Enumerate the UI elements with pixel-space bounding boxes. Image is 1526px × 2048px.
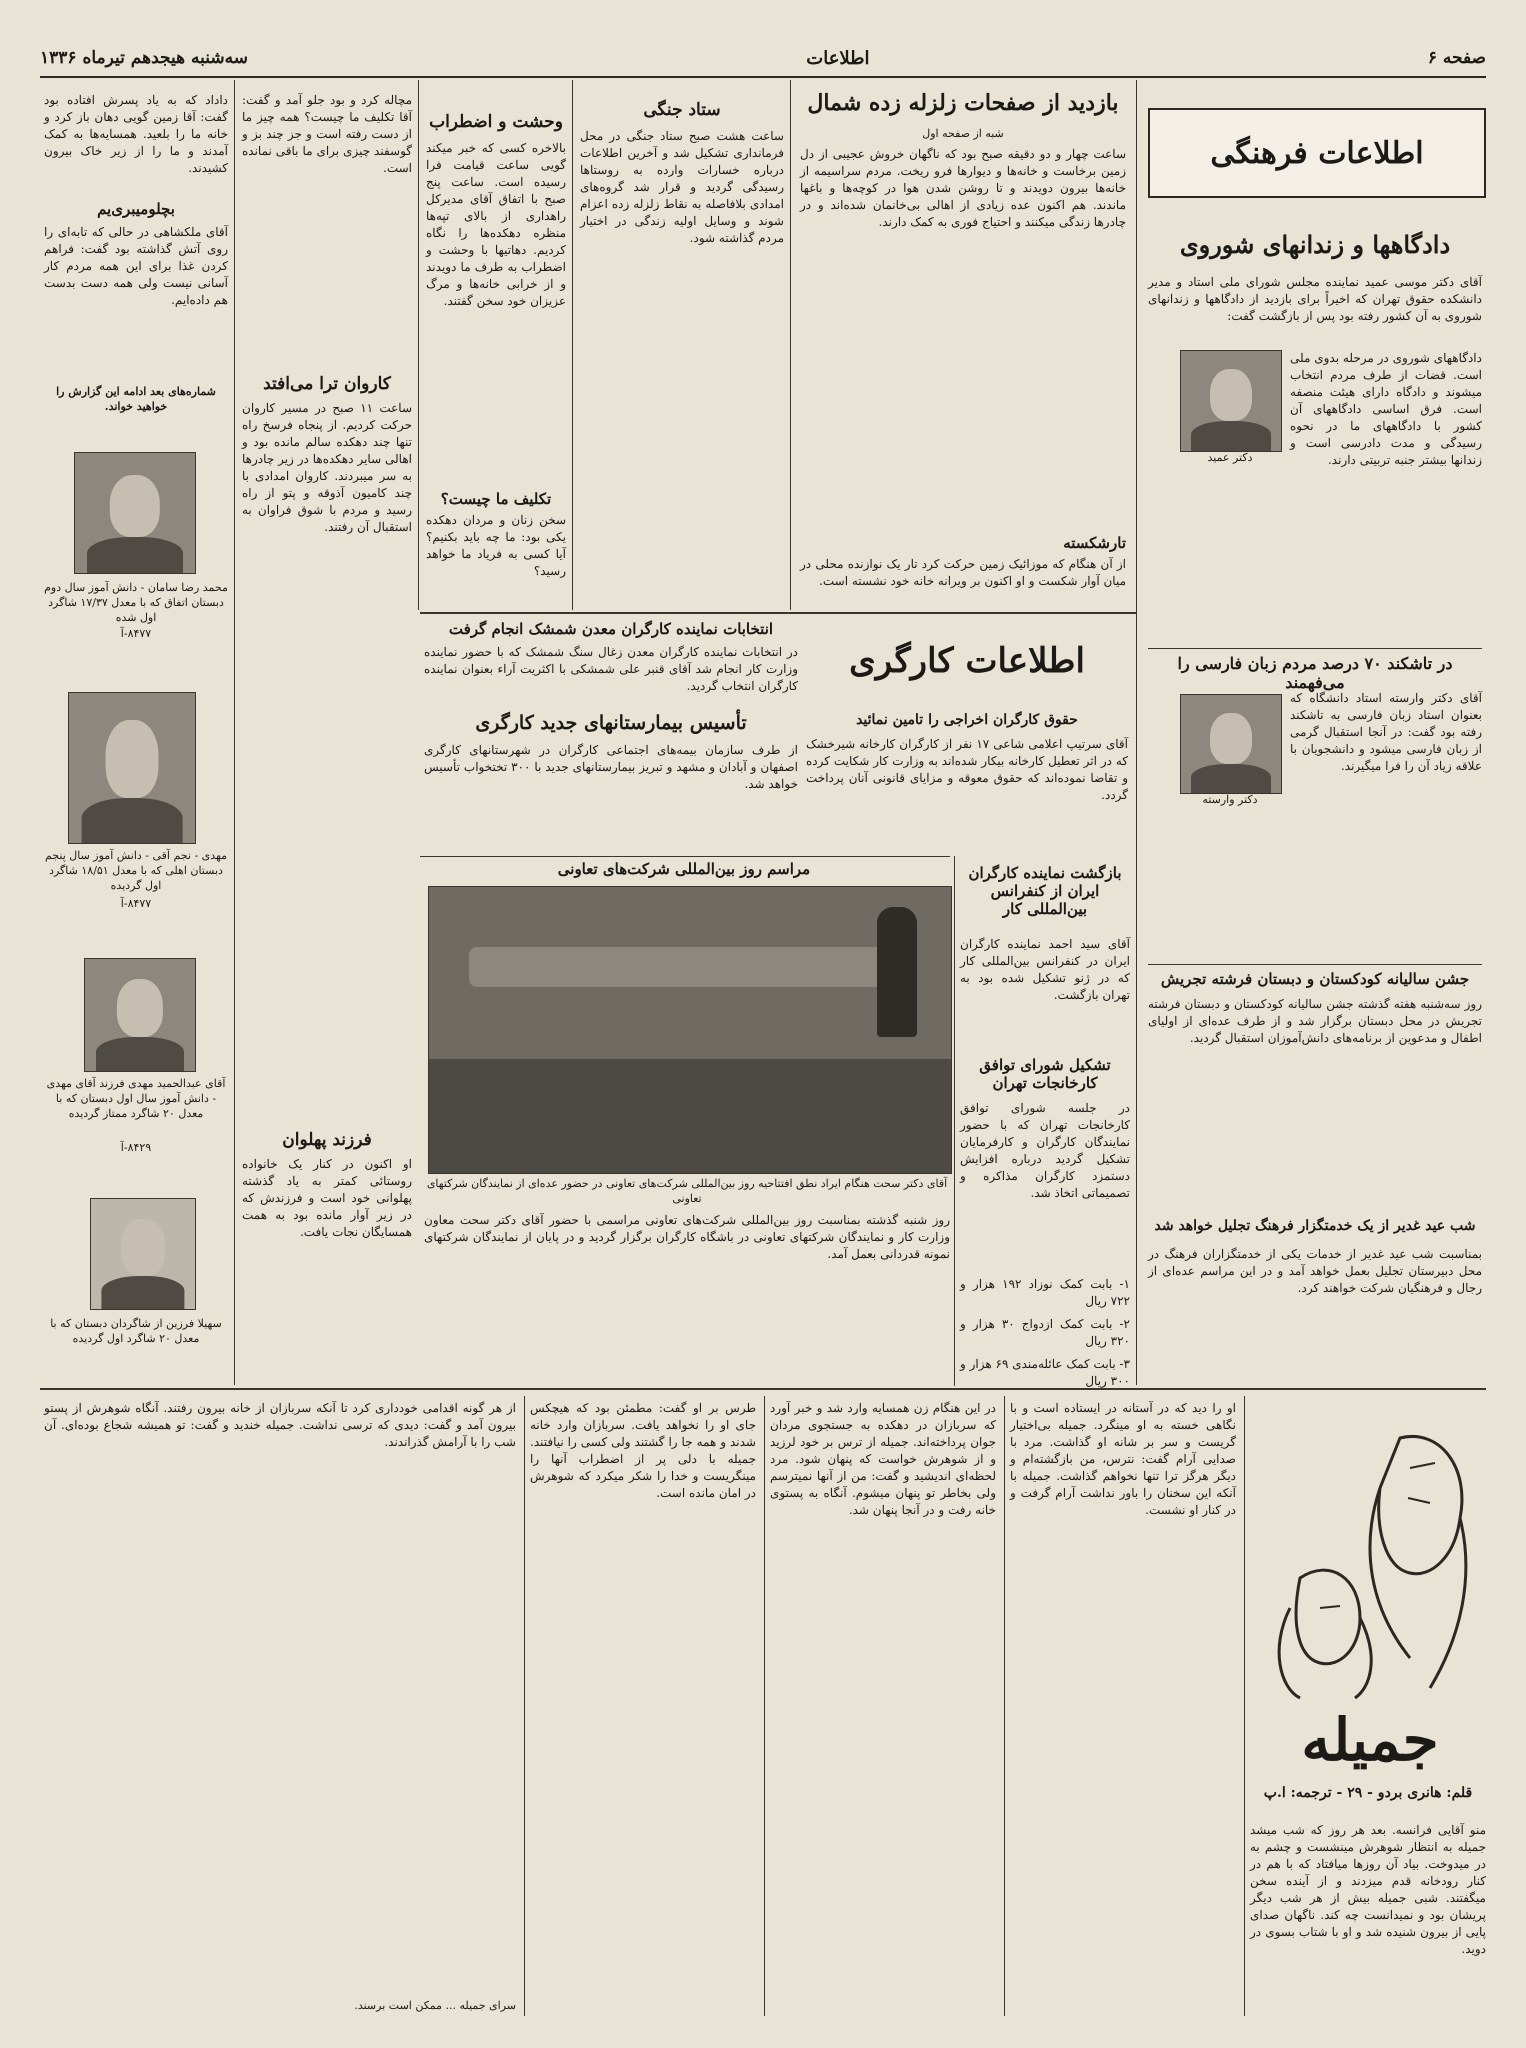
column-rule	[234, 80, 235, 1385]
culture-intro-text: آقای دکتر موسی عمید نماینده مجلس شورای ملی استاد و مدیر دانشکده حقوق تهران که اخیراً برای بازدید از دادگاهها و زندانهای شوروی به آن کشور رفته بود پس از بازگشت گفت:	[1148, 275, 1482, 323]
ghadir-headline: شب عید غدیر از یک خدمتگزار فرهنگ تجلیل خواهد شد	[1154, 1218, 1476, 1234]
labor-column-rule	[954, 856, 955, 1386]
student-caption-3: آقای عبدالحمید مهدی فرزند آقای مهدی - دانش آموز سال اول دبستان که با معدل ۲۰ شاگرد ممتاز گردیده	[46, 1077, 226, 1120]
student-code-2: ۸۴۷۷-آ	[120, 897, 152, 910]
student-caption-2: مهدی - نجم آقی - دانش آموز سال پنجم دبستان اهلی که با معدل ۱۸/۵۱ شاگرد اول گردیده	[44, 849, 228, 892]
serial-col5-text: از هر گونه اقدامی خودداری کرد تا آنکه سربازان از خانه بیرون رفتند. آنگاه شوهرش از پستو بیرون آمد و گفت: دیدی که ترسی نداشت. جمیله خندید و گفت: تو همیشه شجاع بوده‌ای. آن شب را با آرامش گذراندند.	[44, 1401, 516, 1449]
serial-illustration	[1260, 1408, 1480, 1698]
culture-divider	[1148, 648, 1482, 649]
labor-story2-body	[806, 736, 1128, 852]
student-caption-1: محمد رضا سامان - دانش آموز سال دوم دبستان اتفاق که با معدل ۱۷/۳۷ شاگرد اول شده	[44, 581, 228, 624]
labor-story3-body	[424, 742, 798, 822]
labor-story1-body	[424, 644, 798, 712]
quake-subhead2: تارشکسته	[1063, 534, 1126, 552]
culture-body	[1290, 350, 1482, 510]
labor-story4-title: بازگشت نماینده کارگران ایران از کنفرانس بین‌المللی کار	[968, 864, 1122, 918]
labor-story5-title: تشکیل شورای توافق کارخانجات تهران	[979, 1056, 1111, 1092]
labor-story1-title: انتخابات نماینده کارگران معدن شمشک انجام گرفت	[448, 620, 774, 638]
ghadir-body-text: بمناسبت شب عید غدیر از خدمات یکی از خدمتگزاران فرهنگ در محل دبیرستان تجلیل بعمل خواهد آمد و در این مراسم عده‌ای از رجال و فرهنگیان شرکت خواهند کرد.	[1148, 1247, 1482, 1295]
labor-list-item-2: ۲- بابت کمک ازدواج ۳۰ هزار و ۳۲۰ ریال	[960, 1317, 1130, 1348]
culture-divider	[1148, 964, 1482, 965]
quake-subhead: شبه از صفحه اول	[922, 127, 1004, 140]
labor-story4-body	[960, 936, 1130, 1046]
section-rule	[40, 1388, 1486, 1390]
student-caption-4: سهیلا فرزین از شاگردان دبستان که با معدل ۲۰ شاگرد اول گردیده	[50, 1317, 222, 1345]
farleft-body	[44, 92, 228, 196]
fear-body	[426, 140, 566, 480]
caravan-body2	[242, 1156, 412, 1381]
serial-rule	[1244, 1396, 1245, 2016]
serial-rule	[1004, 1396, 1005, 2016]
farleft-headline: بچلومیبری‌یم	[97, 200, 175, 218]
serial-col4-text: طرس بر او گفت: مطمئن بود که هیچکس جای او را نخواهد یافت. سربازان وارد خانه شدند و همه جا را گشتند ولی کسی را نیافتند. جمیله با دلی پر از اضطراب آنها را مینگریست و خدا را شکر میکرد که شوهرش در امان مانده است.	[530, 1401, 756, 1500]
ghadir-body	[1148, 1246, 1482, 1376]
farleft-body2	[44, 224, 228, 374]
labor-photo-caption: آقای دکتر سحت هنگام ایراد نطق افتتاحیه روز بین‌المللی شرکت‌های تعاونی در حضور عده‌ای از نمایندگان شرکتهای تعاونی	[426, 1177, 948, 1205]
kindergarten-body-text: روز سه‌شنبه هفته گذشته جشن سالیانه کودکستان و دبستان فرشته تجریش در محل دبستان برگزار شد و از طرف عده‌ای از اولیای اطفال و مدعوین از برنامه‌های دانش‌آموزان استقبال گردید.	[1148, 997, 1482, 1045]
caravan-headline: کاروان ترا می‌افتد	[263, 374, 391, 394]
labor-story5-list	[960, 1276, 1130, 1388]
student-photo-3	[84, 958, 196, 1072]
labor-logo	[806, 616, 1128, 706]
serial-col3-text: در این هنگام زن همسایه وارد شد و خبر آورد که سربازان در دهکده به جستجوی مردان جوان پرداخته‌اند. جمیله از ترس بر خود لرزید و از شوهرش خواست که پنهان شود. مرد لحظه‌ای اندیشید و گفت: من از آنها نمیترسم ولی بخاطر تو پنهان میشوم. آنگاه به پستوی خانه رفت و در آنجا پنهان شد.	[770, 1401, 996, 1517]
fear-subhead: تکلیف ما چیست؟	[440, 490, 552, 508]
column-rule	[790, 80, 791, 610]
paper-name: اطلاعات	[806, 47, 870, 69]
labor-top-rule	[420, 612, 1136, 614]
serial-col3	[770, 1400, 996, 2018]
quake-headline: بازدید از صفحات زلزله زده شمال	[807, 90, 1119, 116]
farleft-body2-text: آقای ملکشاهی در حالی که تابه‌ای را روی آتش گذاشته بود گفت: فراهم کردن غذا برای این همه مردم کار آسانی نیست ولی همه دست بدست هم داده‌ایم.	[44, 225, 228, 307]
quake-body2	[800, 556, 1126, 606]
column-rule	[418, 80, 419, 610]
fear-body2	[426, 512, 566, 602]
student-code-1: ۸۴۷۷-آ	[120, 627, 152, 640]
caravan-body-top	[242, 92, 412, 362]
labor-story2-text: آقای سرتیپ اعلامی شاعی ۱۷ نفر از کارگران کارخانه شیرخشک که در اثر تعطیل کارخانه بیکار شده‌اند به وزارت کار شکایت کرده و تقاضا نموده‌اند که حقوق معوقه و مزایای قانونی آنان پرداخت گردد.	[806, 737, 1128, 802]
labor-photo-body-text: روز شنبه گذشته بمناسبت روز بین‌المللی شرکت‌های تعاونی مراسمی با حضور آقای دکتر سحت معاون وزارت کار و نمایندگان شرکتهای تعاونی در باشگاه کارگران برگزار گردید و در پایان از نمایندگان شرکتهای نمونه قدردانی بعمل آمد.	[424, 1213, 950, 1261]
culture-logo	[1148, 108, 1486, 198]
farleft-body-text: داداد که به یاد پسرش افتاده بود گفت: آقا زمین گویی دهان باز کرد و خانه ما را بلعید. همسایه‌ها به کمک آمدند و ما را از زیر خاک بیرون کشیدند.	[44, 93, 228, 175]
tashkent-headline: در تاشکند ۷۰ درصد مردم زبان فارسی را می‌فهمند	[1177, 654, 1453, 692]
cooperative-ceremony-photo	[428, 886, 952, 1174]
labor-story5-body	[960, 1100, 1130, 1270]
caravan-body2-text: او اکنون در کنار یک خانواده روستائی کمتر به یاد گذشته پهلوانی خود است و فرزندش که در زیر آوار مانده بود به همت همسایگان نجات یافت.	[242, 1157, 412, 1239]
labor-logo-text: اطلاعات کارگری	[849, 641, 1085, 681]
photo-dr-varasteh	[1180, 694, 1282, 794]
quake-body	[800, 146, 1126, 526]
issue-date: سه‌شنبه هیجدهم تیرماه ۱۳۳۶	[40, 48, 248, 68]
labor-story4-text: آقای سید احمد نماینده کارگران ایران در کنفرانس بین‌المللی کار که در ژنو تشکیل شده بود به تهران بازگشت.	[960, 937, 1130, 1002]
caravan-body	[242, 400, 412, 1120]
labor-list-item-3: ۳- بابت کمک عائله‌مندی ۶۹ هزار و ۳۰۰ ریال	[960, 1357, 1130, 1388]
culture-body-text: دادگاههای شوروی در مرحله بدوی ملی است. قضات از طرف مردم انتخاب میشوند و دادگاه دارای هیئت منصفه است. فرق اساسی دادگاههای آن کشور با دادگاههای ما در نحوه رسیدگی و مدت دادرسی است و زندانها بیشتر جنبه تربیتی دارند.	[1290, 351, 1482, 467]
bedouin-figures-illustration	[1260, 1408, 1480, 1698]
serial-col2-text: او را دید که در آستانه در ایستاده است و با نگاهی خسته به او مینگرد. جمیله بی‌اختیار گریست و سر بر شانه او گذاشت. مرد با صدایی آرام گفت: نترس، من بازگشته‌ام و دیگر هرگز ترا تنها نخواهم گذاشت. جمیله با آنکه این سخنان را باور نداشت آرام گرفت و در کنار او نشست.	[1010, 1401, 1236, 1517]
photo-caption-dr-varasteh: دکتر وارسته	[1202, 793, 1258, 806]
serial-end: سرای جمیله ... ممکن است برسند.	[354, 1999, 516, 2012]
kindergarten-headline: جشن سالیانه کودکستان و دبستان فرشته تجریش	[1160, 970, 1470, 988]
quake-body2-text: از آن هنگام که موزائیک زمین حرکت کرد تار یک نوازنده محلی در میان آوار شکست و او اکنون بر ویرانه خانه خود نشسته است.	[800, 557, 1126, 588]
column-rule	[1136, 80, 1137, 1385]
student-photo-1	[74, 452, 196, 574]
serial-col1-text: منو آقایی فرانسه. بعد هر روز که شب میشد جمیله به انتظار شوهرش مینشست و چشم به در میدوخت. بیاد آن روزها میافتاد که با هم در کنار رودخانه قدم میزدند و از آینده سخن میگفتند. شبی جمیله بیش از هر شب دیگر پریشان بود و نمیدانست چه کند. ناگهان صدای پایی از بیرون شنیده شد و او با شتاب بسوی در دوید.	[1250, 1823, 1486, 1956]
labor-story5-text: در جلسه شورای توافق کارخانجات تهران که با حضور نمایندگان کارگران و کارفرمایان تشکیل گردید درباره افزایش دستمزد کارگران مذاکره و تصمیماتی اتخاذ شد.	[960, 1101, 1130, 1200]
farleft-note: شماره‌های بعد ادامه این گزارش را خواهید خواند.	[56, 385, 216, 413]
serial-col5	[44, 1400, 516, 1990]
culture-logo-text: اطلاعات فرهنگی	[1210, 135, 1424, 171]
student-code-3: ۸۴۲۹-آ	[120, 1141, 152, 1154]
staff-body	[580, 128, 784, 606]
serial-title: جمیله	[1301, 1706, 1439, 1774]
labor-photo-rule	[420, 856, 950, 857]
fear-body2-text: سخن زنان و مردان دهکده یکی بود: ما چه باید بکنیم؟ آیا کسی به فریاد ما خواهد رسید؟	[426, 513, 566, 578]
culture-headline: دادگاهها و زندانهای شوروی	[1179, 230, 1451, 259]
labor-story3-text: از طرف سازمان بیمه‌های اجتماعی کارگران در شهرستانهای کارگری اصفهان و آبادان و مشهد و تبریز بیمارستانهای جدید با ۳۰۰ تختخواب تأسیس خواهد شد.	[424, 743, 798, 791]
column-rule	[572, 80, 573, 610]
fear-body-text: بالاخره کسی که خبر میکند گویی ساعت قیامت فرا رسیده است. ساعت پنج صبح با اتفاق آقای مدیرکل راهداری از بالای تپه‌ها منظره دهکده‌ها را نگاه کردیم. دهاتیها با وحشت و اضطراب به طرف ما دویدند و از خرابی خانه‌ها و مرگ عزیزان خود سخن گفتند.	[426, 141, 566, 308]
caravan-body-text: ساعت ۱۱ صبح در مسیر کاروان حرکت کردیم. از پنجاه فرسخ راه تنها چند دهکده سالم مانده بود و اهالی سایر دهکده‌ها در زیر چادرها به سر میبردند. کاروان امدادی با چند کامیون آذوقه و پتو از راه رسید و مردم با شوق فراوان به استقبال آن رفتند.	[242, 401, 413, 534]
student-photo-2	[68, 692, 196, 844]
serial-rule	[764, 1396, 765, 2016]
page-number: صفحه ۶	[1427, 48, 1486, 68]
labor-list-item-1: ۱- بابت کمک نوزاد ۱۹۲ هزار و ۷۲۲ ریال	[960, 1277, 1130, 1308]
staff-body-text: ساعت هشت صبح ستاد جنگی در محل فرمانداری تشکیل شد و آخرین اطلاعات درباره خسارات وارده به روستاها رسیدگی گردید و قرار شد گروه‌های امدادی بلافاصله به نقاط زلزله زده اعزام شوند و وسایل اولیه زندگی در اختیار مردم گذاشته شود.	[580, 129, 784, 245]
tashkent-body	[1290, 690, 1482, 890]
tashkent-body-text: آقای دکتر وارسته استاد دانشگاه که بعنوان استاد زبان فارسی به تاشکند رفته بود گفت: در آنجا استقبال گرمی از زبان فارسی میشود و دانشجویان با علاقه زیاد آن را فرا میگیرند.	[1290, 691, 1482, 773]
culture-intro	[1148, 274, 1482, 340]
quake-body-text: ساعت چهار و دو دقیقه صبح بود که ناگهان خروش عجیبی از دل زمین برخاست و خانه‌ها و دیوارها فرو ریخت. مردم سراسیمه از خانه‌ها بیرون دویدند و تا روشن شدن هوا در کوچه‌ها و باغها ماندند. هم اکنون عده زیادی از اهالی بی‌خانمان شده‌اند و در چادرها زندگی میکنند و احتیاج فوری به کمک دارند.	[800, 147, 1126, 229]
labor-photo-headline: مراسم روز بین‌المللی شرکت‌های تعاونی	[557, 860, 811, 878]
staff-headline: ستاد جنگی	[643, 100, 721, 120]
labor-photo-body	[424, 1212, 950, 1380]
student-photo-4	[90, 1198, 196, 1310]
serial-rule	[524, 1396, 525, 2016]
photo-dr-amid	[1180, 350, 1282, 452]
labor-story3-title: تأسیس بیمارستانهای جدید کارگری	[475, 712, 747, 734]
fear-headline: وحشت و اضطراب	[429, 112, 563, 132]
kindergarten-body	[1148, 996, 1482, 1136]
caravan-body-top-text: مچاله کرد و بود جلو آمد و گفت: آقا تکلیف ما چیست؟ همه چیز ما از دست رفته است و جز چند بز و گوسفند چیزی برای ما باقی نمانده است.	[242, 93, 412, 175]
caravan-subhead: فرزند پهلوان	[282, 1130, 372, 1150]
masthead	[40, 40, 1486, 78]
serial-col4	[530, 1400, 756, 2018]
serial-col1	[1250, 1822, 1486, 2018]
serial-col2	[1010, 1400, 1236, 2018]
labor-story1-text: در انتخابات نماینده کارگران معدن زغال سنگ شمشک که با حضور نماینده وزارت کار انجام شد آقای قنبر علی شمشکی با اکثریت آراء بعنوان نماینده کارگران انتخاب گردید.	[424, 645, 798, 693]
labor-story2-title: حقوق کارگران اخراجی را تامین نمائید	[856, 712, 1078, 728]
serial-author: قلم: هانری بردو - ۲۹ - ترجمه: ا.پ	[1263, 1785, 1473, 1801]
photo-caption-dr-amid: دکتر عمید	[1207, 451, 1253, 464]
